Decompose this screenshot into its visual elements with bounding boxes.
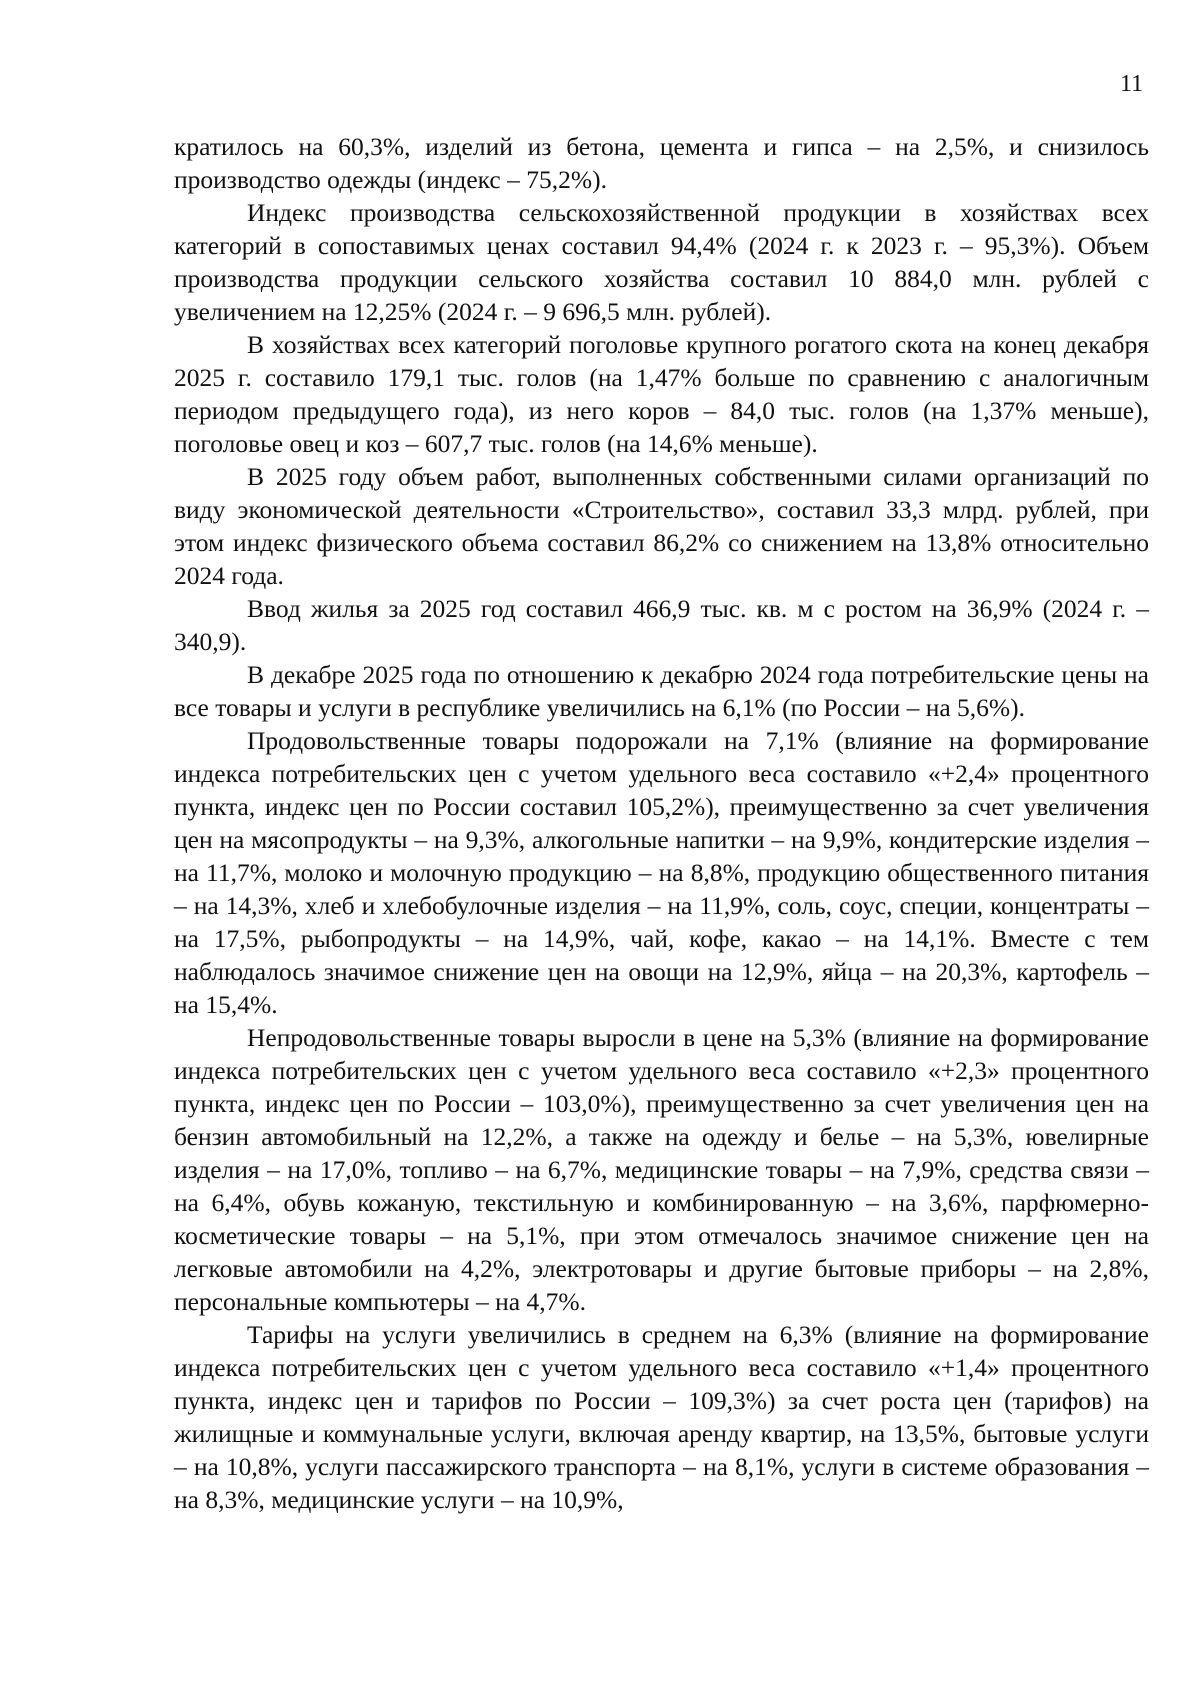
document-body xyxy=(174,130,1149,1516)
paragraph-service-tariffs: Тарифы на услуги увеличились в среднем на 6,3% (влияние на формирование индекса потребительских цен с учетом удельного веса составило «+1,4» процентного пункта, индекс цен и тарифов по России – 109,3%) за счет роста цен (тарифов) на жилищные и коммунальные услуги, включая аренду квартир, на 13,5%, бытовые услуги – на 10,8%, услуги пассажирского транспорта – на 8,1%, услуги в системе образования – на 8,3%, медицинские услуги – на 10,9%, xyxy=(174,1320,1149,1514)
page-number: 11 xyxy=(1120,71,1144,97)
paragraph-agriculture-index: Индекс производства сельскохозяйственной продукции в хозяйствах всех категорий в сопоставимых ценах составил 94,4% (2024 г. к 2023 г. – 95,3%). Объем производства продукции сельского хозяйства составил 10 884,0 млн. рублей с увеличением на 12,25% (2024 г. – 9 696,5 млн. рублей). xyxy=(174,198,1149,326)
paragraph-food-prices: Продовольственные товары подорожали на 7,1% (влияние на формирование индекса потребительских цен с учетом удельного веса составило «+2,4» процентного пункта, индекс цен по России составил 105,2%), преимущественно за счет увеличения цен на мясопродукты – на 9,3%, алкогольные напитки – на 9,9%, кондитерские изделия – на 11,7%, молоко и молочную продукцию – на 8,8%, продукцию общественного питания – на 14,3%, хлеб и хлебобулочные изделия – на 11,9%, соль, соус, специи, концентраты – на 17,5%, рыбопродукты – на 14,9%, чай, кофе, какао – на 14,1%. Вместе с тем наблюдалось значимое снижение цен на овощи на 12,9%, яйца – на 20,3%, картофель – на 15,4%. xyxy=(174,726,1149,1019)
paragraph-nonfood-prices: Непродовольственные товары выросли в цене на 5,3% (влияние на формирование индекса потребительских цен с учетом удельного веса составило «+2,3» процентного пункта, индекс цен по России – 103,0%), преимущественно за счет увеличения цен на бензин автомобильный на 12,2%, а также на одежду и белье – на 5,3%, ювелирные изделия – на 17,0%, топливо – на 6,7%, медицинские товары – на 7,9%, средства связи – на 6,4%, обувь кожаную, текстильную и комбинированную – на 3,6%, парфюмерно-косметические товары – на 5,1%, при этом отмечалось значимое снижение цен на легковые автомобили на 4,2%, электротовары и другие бытовые приборы – на 2,8%, персональные компьютеры – на 4,7%. xyxy=(174,1023,1149,1316)
paragraph-housing: Ввод жилья за 2025 год составил 466,9 тыс. кв. м с ростом на 36,9% (2024 г. – 340,9). xyxy=(174,594,1149,656)
paragraph-livestock: В хозяйствах всех категорий поголовье крупного рогатого скота на конец декабря 2025 г. составило 179,1 тыс. голов (на 1,47% больше по сравнению с аналогичным периодом предыдущего года), из него коров – 84,0 тыс. голов (на 1,37% меньше), поголовье овец и коз – 607,7 тыс. голов (на 14,6% меньше). xyxy=(174,330,1149,458)
paragraph-consumer-prices: В декабре 2025 года по отношению к декабрю 2024 года потребительские цены на все товары и услуги в республике увеличились на 6,1% (по России – на 5,6%). xyxy=(174,660,1149,722)
paragraph-construction: В 2025 году объем работ, выполненных собственными силами организаций по виду экономической деятельности «Строительство», составил 33,3 млрд. рублей, при этом индекс физического объема составил 86,2% со снижением на 13,8% относительно 2024 года. xyxy=(174,462,1149,590)
paragraph-industry-continuation: кратилось на 60,3%, изделий из бетона, цемента и гипса – на 2,5%, и снизилось производство одежды (индекс – 75,2%). xyxy=(174,132,1149,194)
